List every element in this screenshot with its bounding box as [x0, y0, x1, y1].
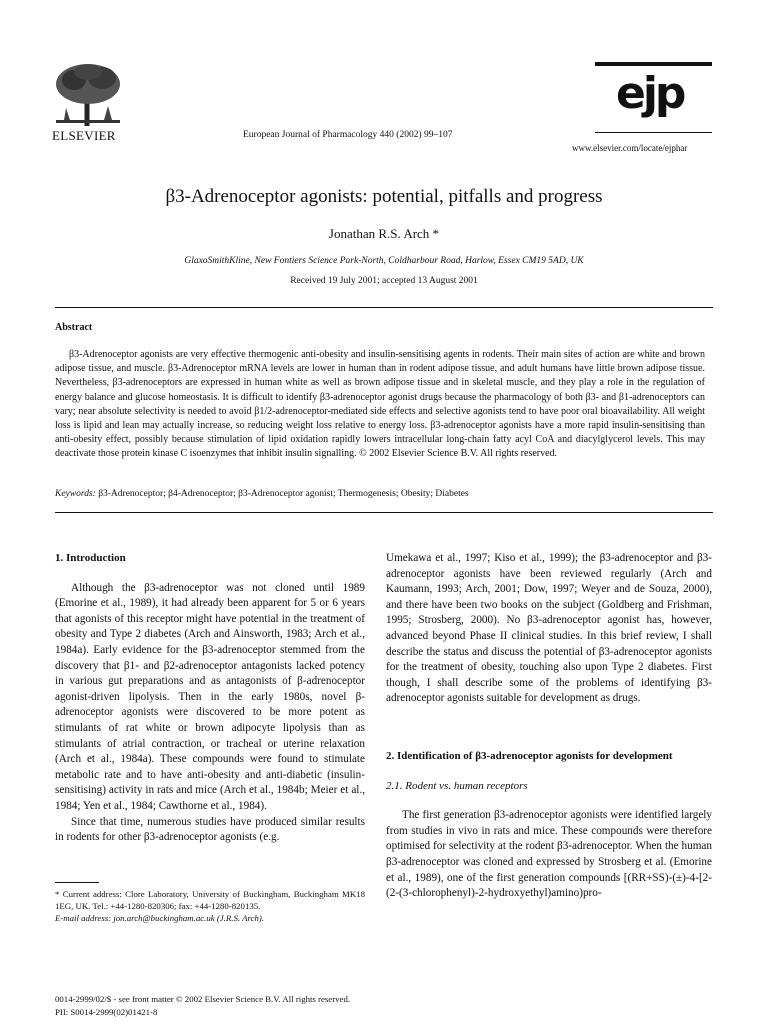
- pii-line: PII: S0014-2999(02)01421-8: [55, 1007, 158, 1017]
- keywords-line: [55, 489, 713, 499]
- abstract-bottom-rule: [55, 512, 713, 513]
- footnote-email[interactable]: E-mail address: jon.arch@buckingham.ac.uk (J.R.S. Arch).: [55, 913, 264, 923]
- abstract-text: β3-Adrenoceptor agonists are very effective thermogenic anti-obesity and insulin-sensitising agents in rodents. Their main sites of action are white and brown adipose tissue, and muscle. β3-Adrenoceptor mRNA levels are lower in human than in rodent adipose tissue, and adult humans have little brown adipose tissue. Nevertheless, β3-adrenoceptors are expressed in human white as well as brown adipose tissue and in skeletal muscle, and they play a role in the regulation of energy balance and glucose homeostasis. It is difficult to identify β3-adrenoceptor agonist drugs because the pharmacology of both β3- and β1-adrenoceptors can vary; near absolute selectivity is needed to avoid β1/2-adrenoceptor-mediated side effects and selective agonists tend to have poor oral bioavailability. All weight loss is lipid and lean may actually increase, so reducing weight loss relative to energy loss. β3-adrenoceptor agonists have a more rapid insulin-sensitising than anti-obesity effect, possibly because stimulation of lipid oxidation rapidly lowers intracellular long-chain fatty acyl CoA and diacylglycerol levels. This may deactivate those protein kinase C isoenzymes that inhibit insulin signalling. © 2002 Elsevier Science B.V. All rights reserved.: [55, 349, 705, 460]
- right-column: [386, 551, 712, 902]
- received-dates: Received 19 July 2001; accepted 13 August 2001: [290, 276, 478, 286]
- author-affiliation: GlaxoSmithKline, New Fontiers Science Park-North, Coldharbour Road, Harlow, Essex CM19 5AD, UK: [184, 256, 584, 266]
- intro-paragraph-1: Although the β3-adrenoceptor was not cloned until 1989 (Emorine et al., 1989), it had already been apparent for 5 or 6 years that agonists of this receptor might have potential in the treatment of obesity and Type 2 diabetes (Arch and Ainsworth, 1983; Arch et al., 1984a). Early evidence for the β3-adrenoceptor stemmed from the discovery that β1- and β2-adrenoceptor antagonists lacked potency in various gut preparations and as antagonists of β-adrenoceptor agonist-driven lipolysis. Then in the early 1980s, novel β-adrenoceptor agonists were discovered to be more potent as stimulants of rat white or brown adipocyte lipolysis than as stimulants of atrial contraction, or tracheal or uterine relaxation (Arch et al., 1984a). These compounds were found to stimulate metabolic rate and to have anti-obesity and anti-diabetic (insulin-sensitising) activity in rats and mice (Arch et al., 1984b; Meier et al., 1984; Yen et al., 1984; Cawthorne et al., 1984).: [55, 581, 365, 812]
- footnote: [55, 888, 365, 924]
- publisher-name: ELSEVIER: [52, 128, 116, 143]
- journal-citation: European Journal of Pharmacology 440 (2002) 99–107: [243, 130, 453, 140]
- footnote-address: * Current address: Clore Laboratory, University of Buckingham, Buckingham MK18 1EG, UK. Tel.: +44-1280-820306; fax: +44-1280-820135.: [55, 889, 365, 911]
- keywords-list: β3-Adrenoceptor; β4-Adrenoceptor; β3-Adrenoceptor agonist; Thermogenesis; Obesity; Diabetes: [98, 489, 469, 499]
- subsection-heading: 2.1. Rodent vs. human receptors: [386, 779, 528, 792]
- front-matter-footer: [55, 993, 350, 1019]
- footnote-rule: [55, 882, 99, 883]
- article-title: β3-Adrenoceptor agonists: potential, pitfalls and progress: [165, 186, 603, 207]
- journal-url[interactable]: www.elsevier.com/locate/ejphar: [572, 143, 688, 153]
- section-heading-identification: 2. Identification of β3-adrenoceptor agonists for development: [386, 749, 673, 762]
- author-name: Jonathan R.S. Arch *: [328, 226, 440, 241]
- abstract-top-rule: [55, 307, 713, 308]
- ejp-logo: ejp: [616, 68, 684, 119]
- right-paragraph-2: The first generation β3-adrenoceptor agonists were identified largely from studies in vivo in rats and mice. These compounds were therefore optimised for selectivity at the rodent β3-adrenoceptor. When the human β3-adrenoceptor was cloned and expressed by Strosberg et al. (Emorine et al., 1989), one of the first generation compounds [(RR+SS)-(±)-4-[2-(2-(3-chlorophenyl)-2-hydroxyethyl)amino)pro-: [386, 809, 712, 900]
- abstract-heading: Abstract: [55, 322, 93, 333]
- right-paragraph-1: Umekawa et al., 1997; Kiso et al., 1999); the β3-adrenoceptor and β3-adrenoceptor agonists have been reviewed regularly (Arch and Kaumann, 1993; Arch, 2001; Dow, 1997; Weyer and de Souza, 2000), and there have been two books on the subject (Goldberg and Frishman, 1995; Strosberg, 2000). No β3-adrenoceptor agonist has, however, advanced beyond Phase II clinical studies. In this brief review, I shall describe the status and discuss the potential of β3-adrenoceptor agonists for the treatment of obesity, touching also upon Type 2 diabetes. First though, I shall describe some of the problems of identifying β3-adrenoceptor agonists suitable for development as drugs.: [386, 552, 712, 705]
- logo-top-rule: [595, 62, 712, 66]
- intro-paragraph-2: Since that time, numerous studies have produced similar results in rodents for other β3-adrenoceptor agonists (e.g.: [55, 815, 365, 844]
- section-heading-introduction: 1. Introduction: [55, 552, 126, 564]
- elsevier-tree-logo: [52, 62, 124, 128]
- keywords-label: Keywords:: [55, 489, 96, 499]
- logo-bottom-rule: [595, 132, 712, 133]
- copyright-line: 0014-2999/02/$ - see front matter © 2002 Elsevier Science B.V. All rights reserved.: [55, 994, 351, 1004]
- left-column: [55, 551, 365, 846]
